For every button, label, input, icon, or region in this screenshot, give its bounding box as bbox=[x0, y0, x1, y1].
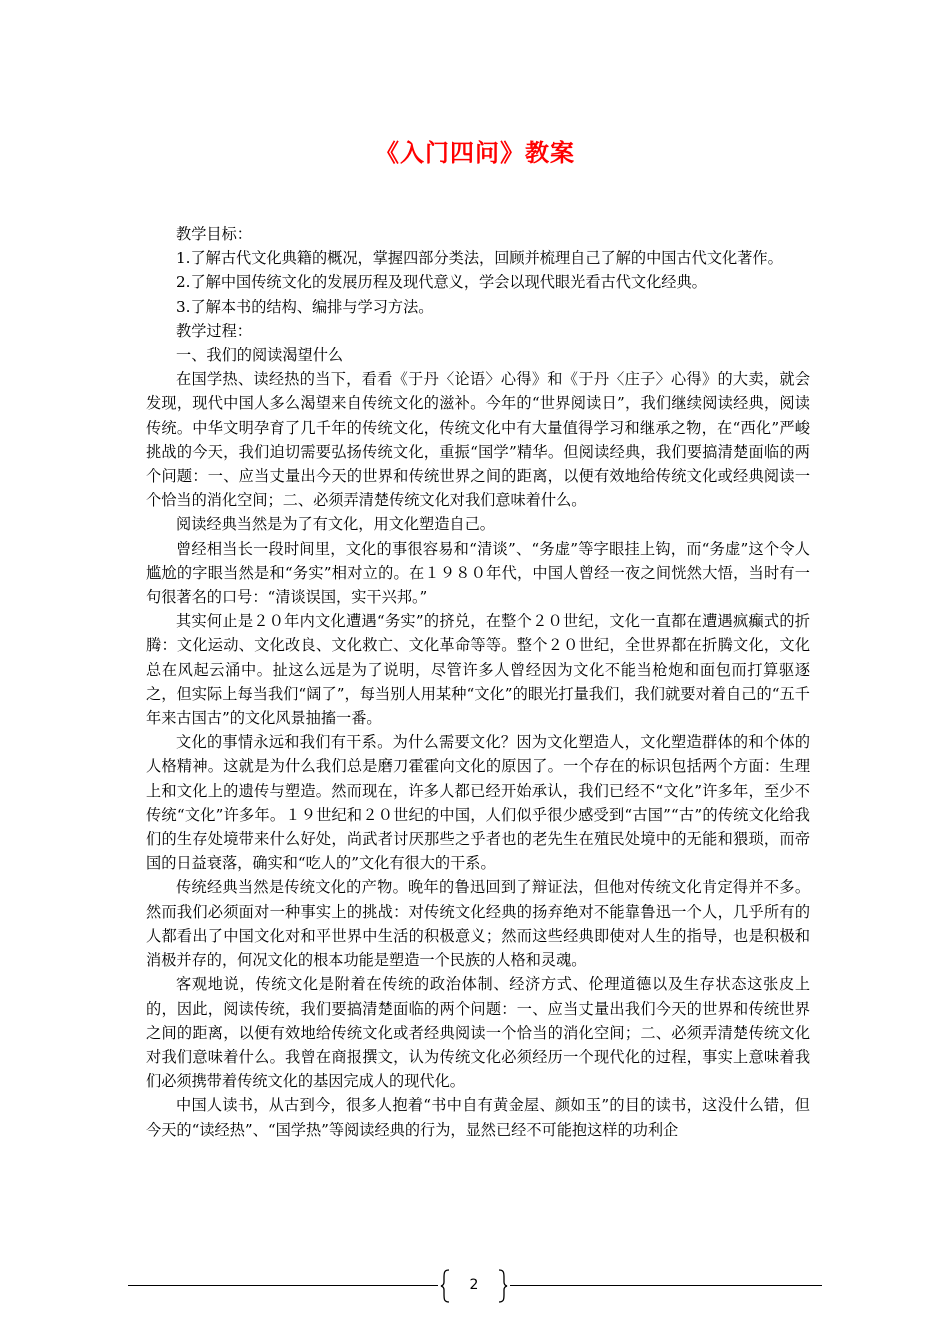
footer-divider-right bbox=[510, 1285, 822, 1286]
body-paragraph: 其实何止是２０年内文化遭遇“务实”的挤兑，在整个２０世纪，文化一直都在遭遇疯癫式的折腾：文化运动、文化改良、文化救亡、文化革命等等。整个２０世纪，全世界都在折腾文化，文化总在风起云涌中。扯这么远是为了说明，尽管许多人曾经因为文化不能当枪炮和面包而打算驱逐之，但实际上每当我们“阔了”，每当别人用某种“文化”的眼光打量我们，我们就要对着自己的“五千年来古国古”的文化风景抽搐一番。 bbox=[146, 612, 810, 728]
body-paragraph: 客观地说，传统文化是附着在传统的政治体制、经济方式、伦理道德以及生存状态这张皮上的，因此，阅读传统，我们要搞清楚面临的两个问题：一、应当丈量出我们今天的世界和传统世界之间的距离，以便有效地给传统文化或者经典阅读一个恰当的消化空间；二、必须弄清楚传统文化对我们意味着什么。我曾在商报撰文，认为传统文化必须经历一个现代化的过程，事实上意味着我们必须携带着传统文化的基因完成人的现代化。 bbox=[146, 975, 810, 1091]
objective-item: 3.了解本书的结构、编排与学习方法。 bbox=[176, 297, 434, 316]
objective-item: 2.了解中国传统文化的发展历程及现代意义，学会以现代眼光看古代文化经典。 bbox=[176, 273, 707, 292]
body-paragraph: 中国人读书，从古到今，很多人抱着“书中自有黄金屋、颜如玉”的目的读书，这没什么错，但今天的“读经热”、“国学热”等阅读经典的行为，显然已经不可能抱这样的功利企 bbox=[146, 1096, 810, 1139]
body-paragraph: 在国学热、读经热的当下，看看《于丹〈论语〉心得》和《于丹〈庄子〉心得》的大卖，就会发现，现代中国人多么渴望来自传统文化的滋补。今年的“世界阅读日”，我们继续阅读经典，阅读传统。中华文明孕育了几千年的传统文化，传统文化中有大量值得学习和继承之物，在“西化”严峻挑战的今天，我们迫切需要弘扬传统文化，重振“国学”精华。但阅读经典，我们要搞清楚面临的两个问题：一、应当丈量出今天的世界和传统世界之间的距离，以便有效地给传统文化或经典阅读一个恰当的消化空间；二、必须弄清楚传统文化对我们意味着什么。 bbox=[146, 370, 810, 510]
page-number: 2 bbox=[469, 1277, 479, 1293]
footer-divider-left bbox=[128, 1285, 438, 1286]
page-title: 《入门四问》教案 bbox=[375, 138, 575, 167]
body-paragraph: 文化的事情永远和我们有干系。为什么需要文化？因为文化塑造人，文化塑造群体的和个体的人格精神。这就是为什么我们总是磨刀霍霍向文化的原因了。一个存在的标识包括两个方面：生理上和文化上的遗传与塑造。然而现在，许多人都已经开始承认，我们已经不“文化”许多年，至少不传统“文化”许多年。１９世纪和２０世纪的中国，人们似乎很少感受到“古国”“古”的传统文化给我们的生存处境带来什么好处，尚武者讨厌那些之乎者也的老先生在殖民处境中的无能和猥琐，而帝国的日益衰落，确实和“吃人的”文化有很大的干系。 bbox=[146, 733, 810, 873]
page-number-badge bbox=[440, 1269, 508, 1303]
section-label-process: 教学过程： bbox=[176, 321, 252, 340]
body-paragraph: 阅读经典当然是为了有文化，用文化塑造自己。 bbox=[176, 515, 495, 534]
document-body bbox=[146, 222, 810, 1142]
section-heading: 一、我们的阅读渴望什么 bbox=[176, 346, 344, 365]
body-paragraph: 曾经相当长一段时间里，文化的事很容易和“清谈”、“务虚”等字眼挂上钩，而“务虚”这个令人尴尬的字眼当然是和“务实”相对立的。在１９８０年代，中国人曾经一夜之间恍然大悟，当时有一句很著名的口号：“清谈误国，实干兴邦。” bbox=[146, 539, 810, 607]
section-label-objectives: 教学目标： bbox=[176, 225, 252, 243]
objective-item: 1.了解古代文化典籍的概况，掌握四部分类法，回顾并梳理自己了解的中国古代文化著作。 bbox=[176, 249, 783, 268]
body-paragraph: 传统经典当然是传统文化的产物。晚年的鲁迅回到了辩证法，但他对传统文化肯定得并不多。然而我们必须面对一种事实上的挑战：对传统文化经典的扬弃绝对不能靠鲁迅一个人，几乎所有的人都看出了中国文化对和平世界中生活的积极意义；然而这些经典即使对人生的指导，也是积极和消极并存的，何况文化的根本功能是塑造一个民族的人格和灵魂。 bbox=[146, 878, 810, 970]
